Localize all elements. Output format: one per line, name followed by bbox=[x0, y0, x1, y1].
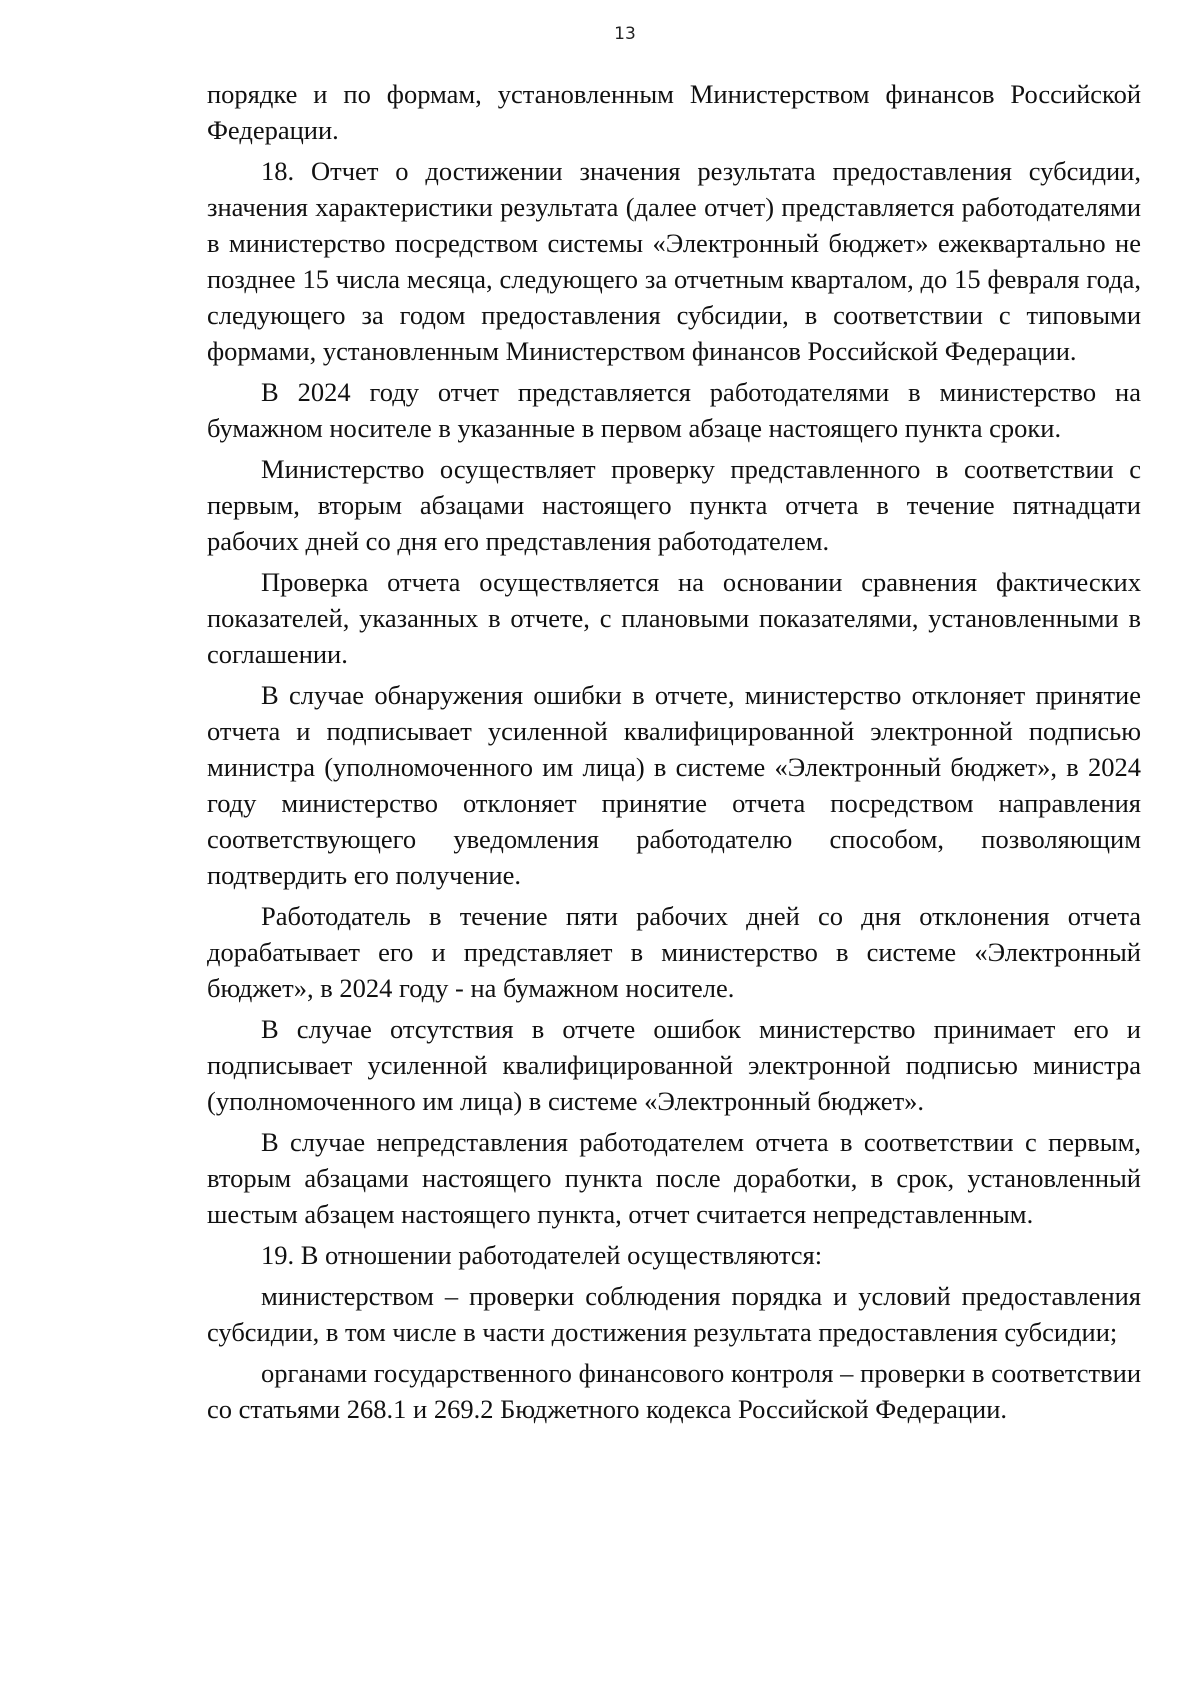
paragraph-no-errors: В случае отсутствия в отчете ошибок министерство принимает его и подписывает усиленной квалифицированной электронной подписью министра (уполномоченного им лица) в системе «Электронный бюджет». bbox=[207, 1014, 1141, 1116]
paragraph-report-verification: Проверка отчета осуществляется на основании сравнения фактических показателей, указанных в отчете, с плановыми показателями, установленными в соглашении. bbox=[207, 567, 1141, 669]
paragraph-financial-control: органами государственного финансового контроля – проверки в соответствии со статьями 268.1 и 269.2 Бюджетного кодекса Российской Федерации. bbox=[207, 1358, 1141, 1424]
paragraph-continuation: порядке и по формам, установленным Министерством финансов Российской Федерации. bbox=[207, 79, 1141, 145]
paragraph-ministry-inspections: министерством – проверки соблюдения порядка и условий предоставления субсидии, в том числе в части достижения результата предоставления субсидии; bbox=[207, 1281, 1141, 1347]
document-body bbox=[207, 76, 1141, 1432]
paragraph-employer-rework: Работодатель в течение пяти рабочих дней со дня отклонения отчета дорабатывает его и представляет в министерство в системе «Электронный бюджет», в 2024 году - на бумажном носителе. bbox=[207, 901, 1141, 1003]
paragraph-2024-report: В 2024 году отчет представляется работодателями в министерство на бумажном носителе в указанные в первом абзаце настоящего пункта сроки. bbox=[207, 377, 1141, 443]
paragraph-ministry-check: Министерство осуществляет проверку представленного в соответствии с первым, вторым абзацами настоящего пункта отчета в течение пятнадцати рабочих дней со дня его представления работодателем. bbox=[207, 454, 1141, 556]
paragraph-item-19: 19. В отношении работодателей осуществляются: bbox=[261, 1240, 823, 1270]
page-number: 13 bbox=[614, 24, 636, 44]
paragraph-not-submitted: В случае непредставления работодателем отчета в соответствии с первым, вторым абзацами настоящего пункта после доработки, в срок, установленный шестым абзацем настоящего пункта, отчет считается непредставленным. bbox=[207, 1127, 1141, 1229]
paragraph-item-18: 18. Отчет о достижении значения результата предоставления субсидии, значения характеристики результата (далее отчет) представляется работодателями в министерство посредством системы «Электронный бюджет» ежеквартально не позднее 15 числа месяца, следующего за отчетным кварталом, до 15 февраля года, следующего за годом предоставления субсидии, в соответствии с типовыми формами, установленным Министерством финансов Российской Федерации. bbox=[207, 156, 1141, 366]
paragraph-error-found: В случае обнаружения ошибки в отчете, министерство отклоняет принятие отчета и подписывает усиленной квалифицированной электронной подписью министра (уполномоченного им лица) в системе «Электронный бюджет», в 2024 году министерство отклоняет принятие отчета посредством направления соответствующего уведомления работодателю способом, позволяющим подтвердить его получение. bbox=[207, 680, 1141, 890]
